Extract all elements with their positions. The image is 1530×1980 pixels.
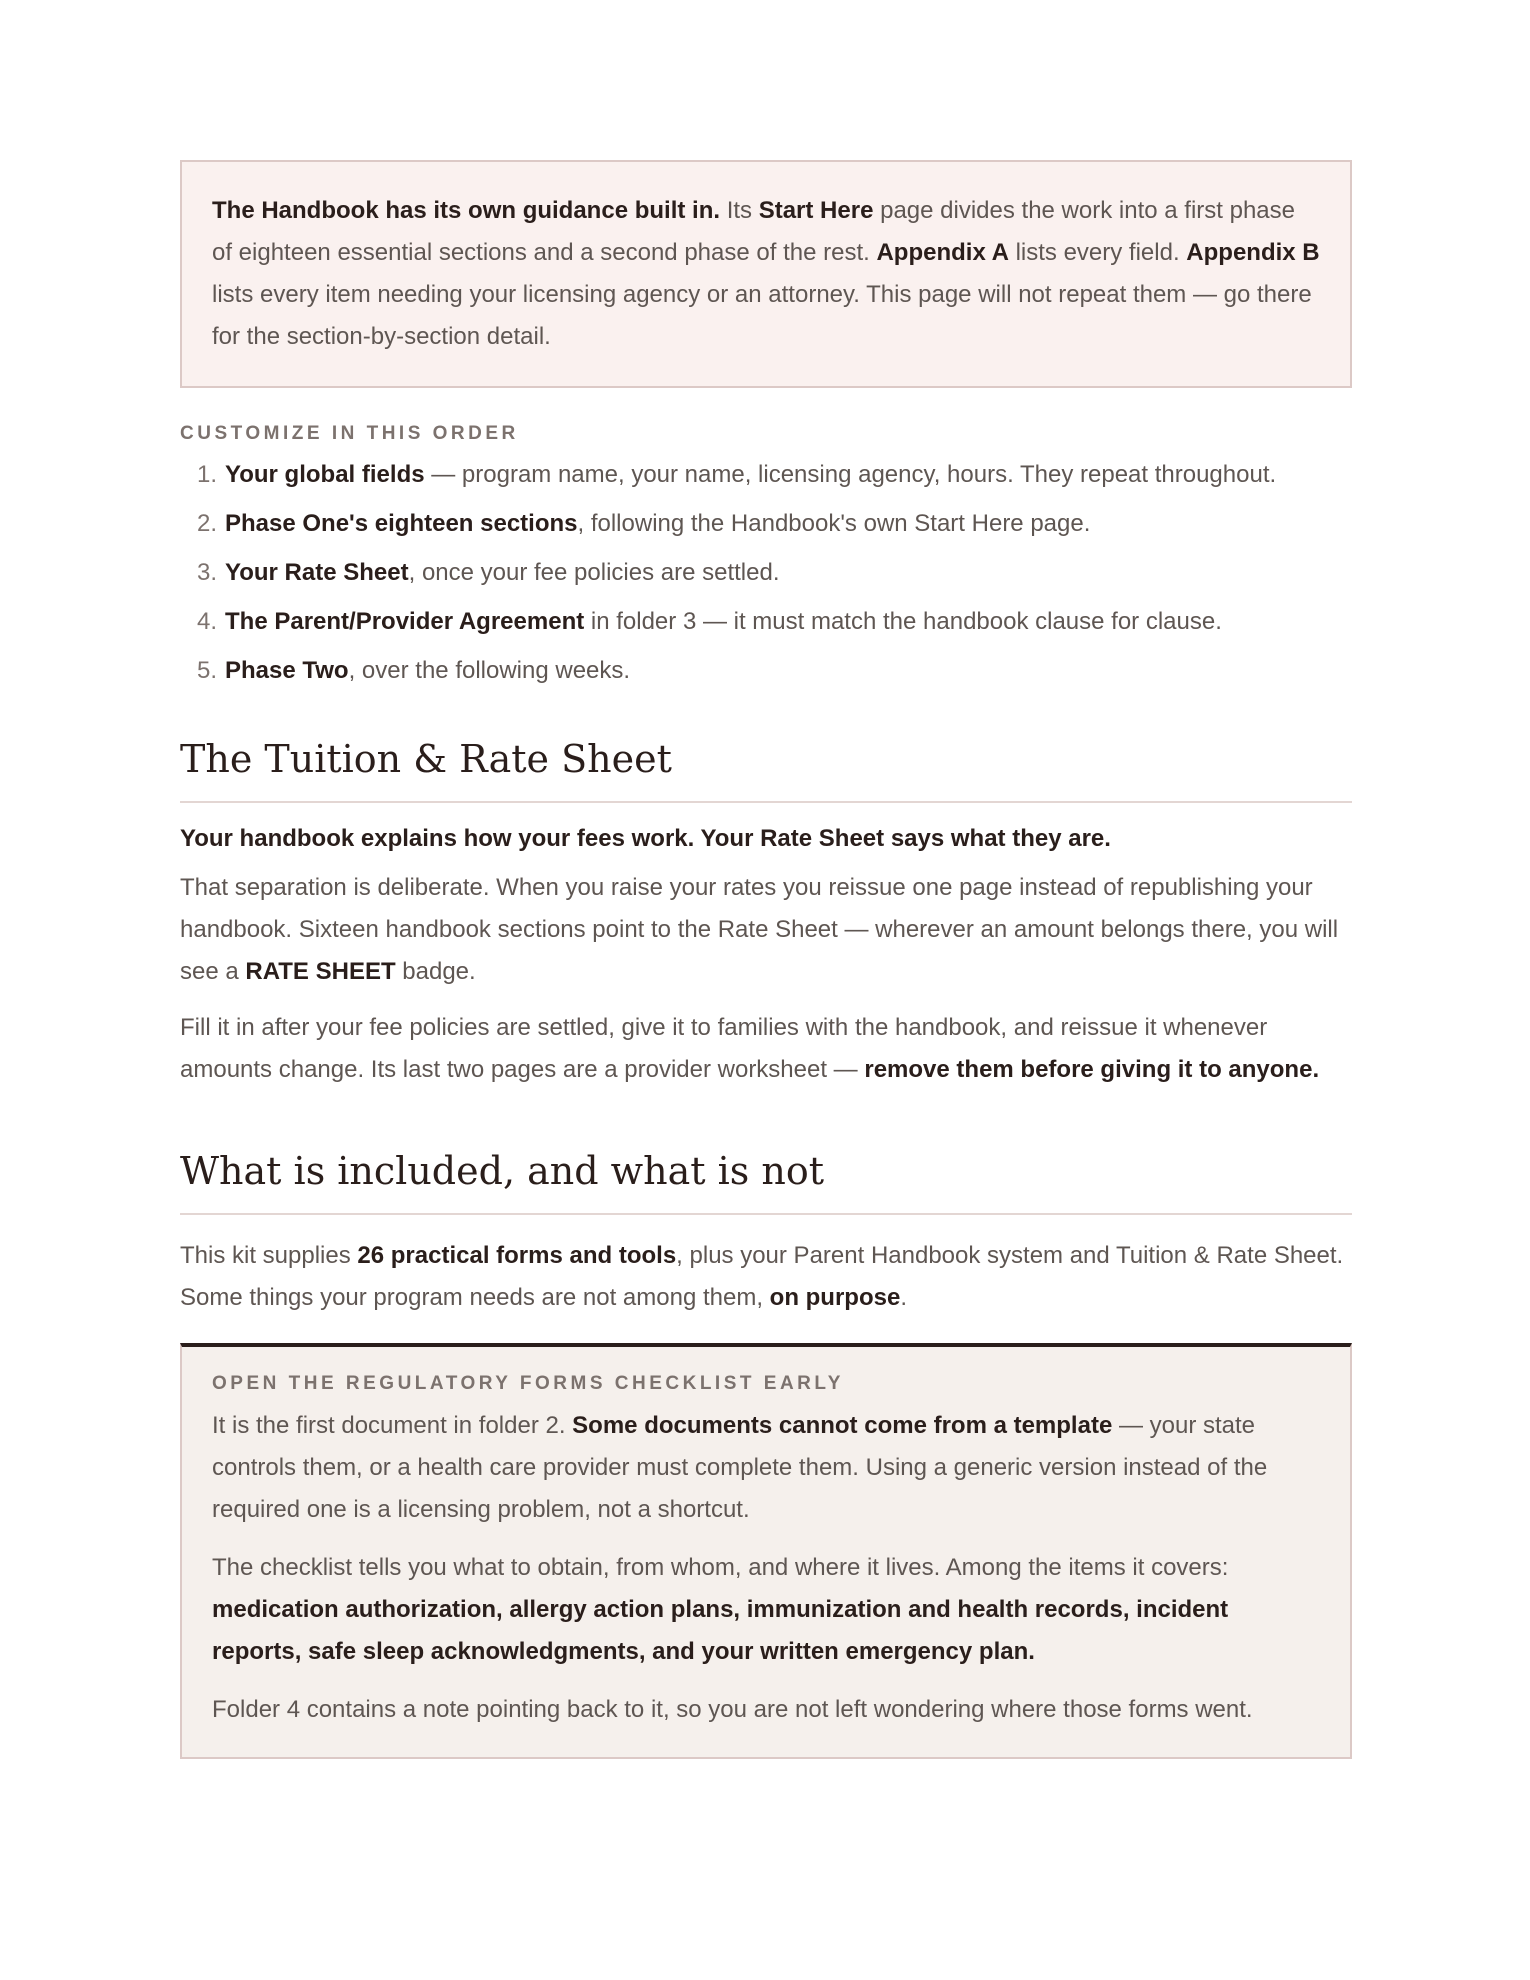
notice-paragraph-3: Folder 4 contains a note pointing back to it, so you are not left wondering where those forms went.: [212, 1696, 1253, 1723]
callout-appendix-a: Appendix A: [876, 239, 1009, 266]
step-text: [225, 655, 630, 687]
callout-text-4: lists every item needing your licensing agency or an attorney. This page will not repeat them — go there for the section-by-section detail.: [212, 281, 1312, 350]
step-rest: in folder 3 — it must match the handbook clause for clause.: [584, 608, 1222, 635]
step-number: 2.: [196, 510, 217, 537]
step-bold: Phase Two: [225, 657, 349, 684]
notice-paragraph-1: [212, 1405, 1320, 1531]
step-rest: , over the following weeks.: [348, 657, 631, 684]
order-step: [180, 557, 1352, 589]
included-text-3: .: [900, 1284, 907, 1311]
notice-heading: OPEN THE REGULATORY FORMS CHECKLIST EARLY: [212, 1373, 844, 1394]
rate-sheet-section: [180, 737, 1352, 1091]
order-step: [180, 655, 1352, 687]
included-section: [180, 1149, 1352, 1759]
regulatory-checklist-notice: [180, 1343, 1352, 1759]
notice-paragraph-2: [212, 1547, 1320, 1673]
step-number: 4.: [196, 608, 217, 635]
callout-text-3: lists every field.: [1008, 239, 1187, 266]
step-bold: Your Rate Sheet: [225, 559, 409, 586]
step-text: [225, 459, 1276, 491]
notice-p1-text: It is the first document in folder 2.: [212, 1412, 573, 1439]
included-bold-1: 26 practical forms and tools: [357, 1242, 677, 1269]
customize-order-heading: CUSTOMIZE IN THIS ORDER: [180, 423, 519, 444]
callout-start-here: Start Here: [758, 197, 874, 224]
rate-sheet-title: The Tuition & Rate Sheet: [180, 737, 1352, 803]
step-text: [225, 606, 1222, 638]
notice-p1-end: — your state controls them, or a health care provider must complete them. Using a generic version instead of the required one is a licensing problem, not a shortcut.: [212, 1412, 1268, 1523]
included-text-1: This kit supplies: [180, 1242, 358, 1269]
callout-lead: The Handbook has its own guidance built in.: [212, 197, 721, 224]
step-text: [225, 557, 779, 589]
callout-text-2: page divides the work into a first phase of eighteen essential sections and a second phase of the rest.: [212, 197, 1295, 266]
included-paragraph: [180, 1235, 1352, 1319]
rate-sheet-lede: Your handbook explains how your fees work. Your Rate Sheet says what they are.: [180, 825, 1111, 852]
order-step: [180, 606, 1352, 638]
customize-order-list: [180, 459, 1352, 687]
included-bold-2: on purpose: [769, 1284, 901, 1311]
notice-p2-text: The checklist tells you what to obtain, from whom, and where it lives. Among the items it covers:: [212, 1554, 1229, 1581]
step-number: 5.: [196, 657, 217, 684]
step-rest: — program name, your name, licensing agency, hours. They repeat throughout.: [424, 461, 1277, 488]
step-bold: Your global fields: [225, 461, 425, 488]
rate-sheet-badge-label: RATE SHEET: [245, 958, 396, 985]
rate-sheet-paragraph-2: [180, 1007, 1352, 1091]
rate-sheet-p2-text: Fill it in after your fee policies are settled, give it to families with the handbook, and reissue it whenever amounts change. Its last two pages are a provider worksheet —: [180, 1014, 1268, 1083]
notice-p2-bold: medication authorization, allergy action plans, immunization and health records, incident reports, safe sleep acknowledgments, and your written emergency plan.: [212, 1596, 1229, 1665]
step-number: 3.: [196, 559, 217, 586]
included-text-2: , plus your Parent Handbook system and Tuition & Rate Sheet. Some things your program needs are not among them,: [180, 1242, 1344, 1311]
callout-text-1: Its: [720, 197, 759, 224]
step-rest: , following the Handbook's own Start Here page.: [577, 510, 1091, 537]
order-step: [180, 508, 1352, 540]
step-rest: , once your fee policies are settled.: [408, 559, 780, 586]
rate-sheet-paragraph-1: [180, 867, 1352, 993]
step-bold: Phase One's eighteen sections: [225, 510, 578, 537]
rate-sheet-p1-text: That separation is deliberate. When you raise your rates you reissue one page instead of republishing your handbook. Sixteen handbook sections point to the Rate Sheet — wherever an amount belongs there, you will see a: [180, 874, 1339, 985]
step-number: 1.: [196, 461, 217, 488]
order-step: [180, 459, 1352, 491]
callout-appendix-b: Appendix B: [1186, 239, 1320, 266]
included-title: What is included, and what is not: [180, 1149, 1352, 1215]
handbook-guidance-callout: [180, 160, 1352, 388]
page-content: [180, 160, 1352, 1759]
notice-p1-bold: Some documents cannot come from a template: [572, 1412, 1113, 1439]
rate-sheet-p1-end: badge.: [395, 958, 476, 985]
step-bold: The Parent/Provider Agreement: [225, 608, 585, 635]
step-text: [225, 508, 1090, 540]
rate-sheet-p2-warning: remove them before giving it to anyone.: [864, 1056, 1320, 1083]
